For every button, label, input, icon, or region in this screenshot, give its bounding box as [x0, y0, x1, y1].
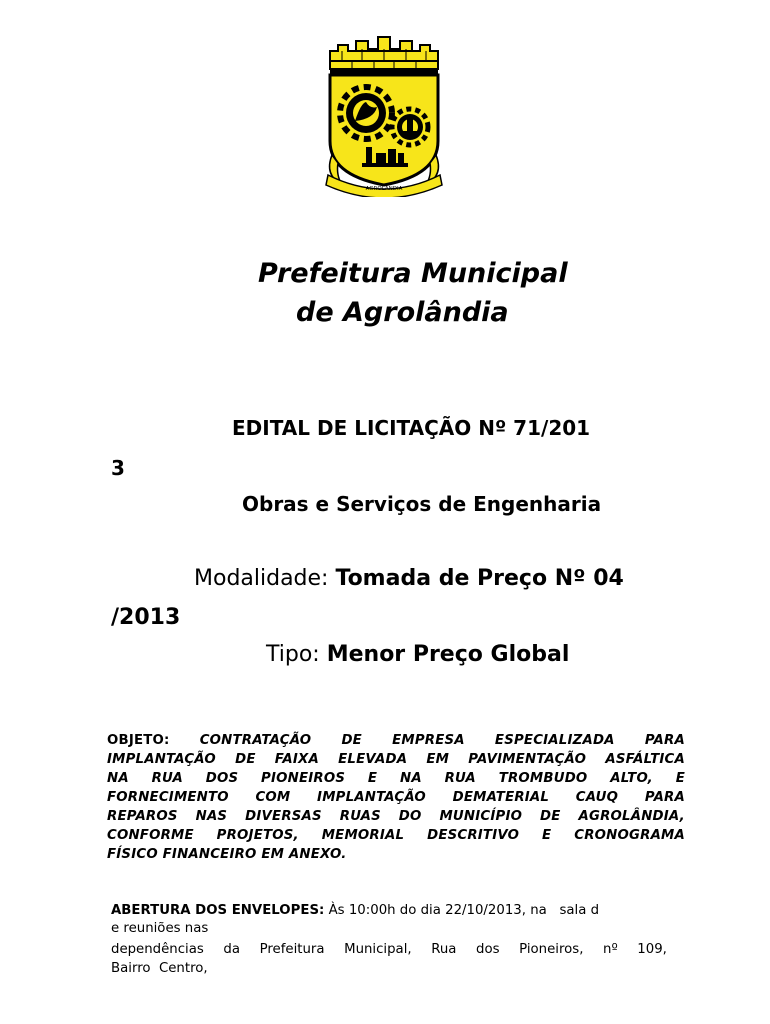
tipo-value: Menor Preço Global [326, 642, 570, 667]
objeto-word: RUAS [339, 809, 381, 824]
abertura-word: 109, [637, 942, 667, 957]
objeto-word: DE [235, 752, 256, 767]
objeto-word: DIVERSAS [245, 809, 322, 824]
objeto-word: CONTRATAÇÃO [199, 733, 312, 748]
objeto-word: DE [540, 809, 561, 824]
objeto-word: PAVIMENTAÇÃO [468, 752, 587, 767]
abertura-word: Pioneiros, [519, 942, 584, 957]
tipo-line [266, 642, 569, 667]
objeto-line-2 [107, 752, 685, 767]
abertura-line-1 [111, 903, 599, 918]
objeto-word: E [542, 828, 552, 843]
objeto-word: PARA [644, 733, 685, 748]
objeto-word: FAIXA [274, 752, 319, 767]
abertura-word: Municipal, [344, 942, 412, 957]
abertura-line-4: Bairro Centro, [111, 961, 208, 976]
objeto-word: EMPRESA [392, 733, 465, 748]
objeto-word: AGROLÂNDIA, [578, 809, 685, 824]
objeto-word: DEMATERIAL [452, 790, 550, 805]
objeto-word: RUA [444, 771, 476, 786]
abertura-label: ABERTURA DOS ENVELOPES: [111, 903, 325, 918]
objeto-word: PROJETOS, [216, 828, 299, 843]
objeto-word: CONFORME [107, 828, 194, 843]
objeto-word: PARA [644, 790, 685, 805]
modalidade-value: Tomada de Preço Nº 04 [335, 566, 624, 591]
objeto-word: CRONOGRAMA [574, 828, 685, 843]
abertura-word: Prefeitura [259, 942, 325, 957]
objeto-word: PIONEIROS [261, 771, 346, 786]
objeto-word: NA [107, 771, 129, 786]
objeto-word: FORNECIMENTO [107, 790, 229, 805]
objeto-word: IMPLANTAÇÃO [107, 752, 216, 767]
objeto-line-7: FÍSICO FINANCEIRO EM ANEXO. [107, 847, 347, 862]
abertura-line-3 [111, 942, 667, 957]
objeto-word: CAUQ [575, 790, 619, 805]
objeto-word: MEMORIAL [321, 828, 405, 843]
banner-text: AGROLÂNDIA [365, 186, 403, 192]
objeto-word: IMPLANTAÇÃO [317, 790, 426, 805]
abertura-line-2: e reuniões nas [111, 921, 209, 936]
modalidade-value-line2: /2013 [111, 605, 181, 630]
objeto-line-6 [107, 828, 685, 843]
objeto-line-5 [107, 809, 685, 824]
modalidade-label: Modalidade: [194, 566, 329, 591]
abertura-word: da [223, 942, 240, 957]
objeto-word: DO [398, 809, 422, 824]
objeto-word: EM [426, 752, 450, 767]
objeto-word: ALTO, [610, 771, 653, 786]
abertura-text: Às 10:00h do dia 22/10/2013, na sala d [328, 903, 600, 918]
objeto-word: DE [341, 733, 362, 748]
abertura-word: dependências [111, 942, 204, 957]
objeto-word: ELEVADA [338, 752, 408, 767]
edital-number-line2: 3 [111, 456, 125, 480]
modalidade-line1 [194, 566, 624, 591]
objeto-word: COM [255, 790, 291, 805]
objeto-word: E [367, 771, 378, 786]
objeto-word: TROMBUDO [498, 771, 588, 786]
abertura-word: nº [603, 942, 618, 957]
objeto-word: ESPECIALIZADA [494, 733, 615, 748]
objeto-word: E [675, 771, 685, 786]
objeto-word: REPAROS [107, 809, 178, 824]
page-title-line1: Prefeitura Municipal [258, 258, 568, 289]
objeto-word: DESCRITIVO [427, 828, 520, 843]
tipo-label: Tipo: [266, 642, 320, 667]
objeto-label: OBJETO: [107, 733, 170, 748]
objeto-word: NA [399, 771, 422, 786]
objeto-word: ASFÁLTICA [605, 752, 685, 767]
objeto-line-4 [107, 790, 685, 805]
objeto-line-1 [107, 733, 685, 748]
page-title-line2: de Agrolândia [296, 297, 509, 328]
objeto-word: RUA [151, 771, 183, 786]
edital-category: Obras e Serviços de Engenharia [242, 492, 602, 516]
abertura-word: dos [476, 942, 500, 957]
abertura-word: Rua [431, 942, 457, 957]
objeto-line-3 [107, 771, 685, 786]
coat-of-arms-icon [322, 35, 446, 197]
objeto-word: NAS [195, 809, 228, 824]
edital-number-line1: EDITAL DE LICITAÇÃO Nº 71/201 [232, 416, 591, 440]
objeto-word: MUNICÍPIO [439, 809, 523, 824]
objeto-word: DOS [205, 771, 239, 786]
